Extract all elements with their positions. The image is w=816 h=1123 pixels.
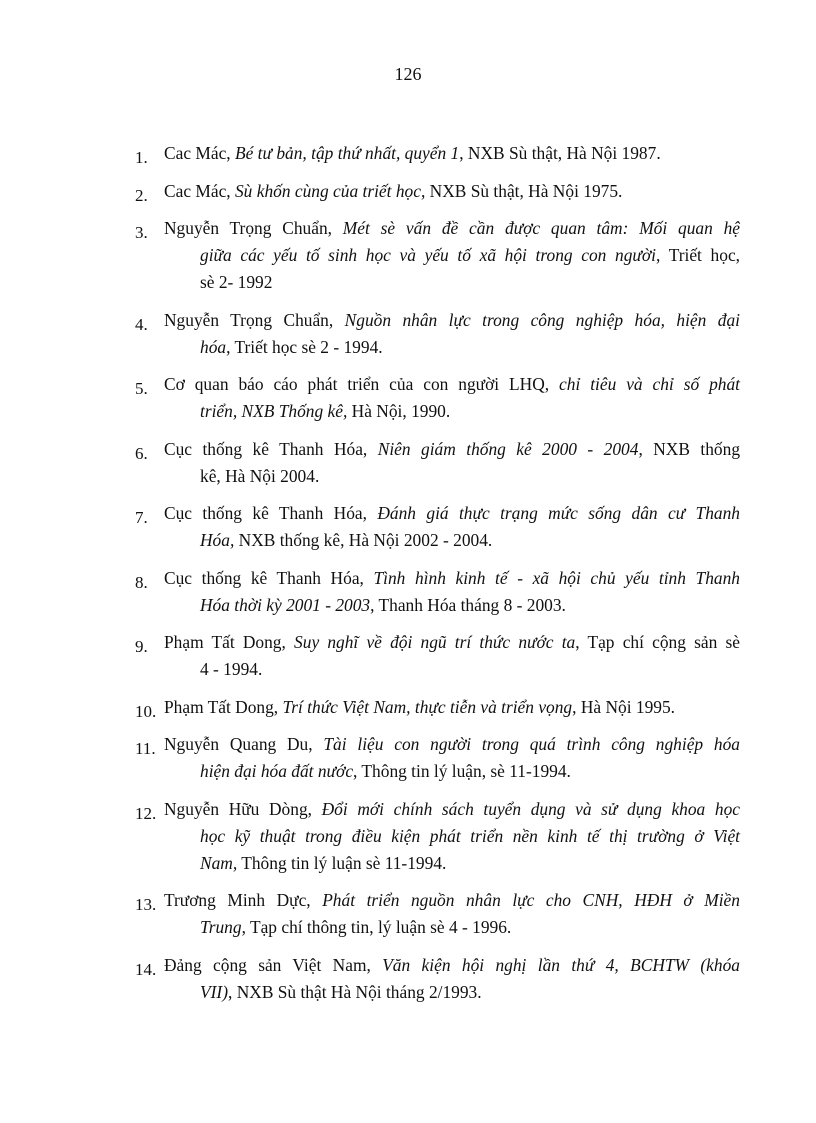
reference-line bbox=[200, 463, 740, 490]
reference-title-segment: chỉ tiêu và chỉ số phát bbox=[559, 374, 740, 394]
reference-line bbox=[164, 694, 740, 721]
reference-segment: Nguyễn Trọng Chuẩn, bbox=[164, 218, 343, 238]
reference-line bbox=[164, 629, 740, 656]
reference-line bbox=[200, 823, 740, 850]
reference-title-segment: Trung bbox=[200, 917, 242, 937]
reference-title-segment: giữa các yếu tố sinh học và yếu tố xã hội trong con người bbox=[200, 245, 657, 265]
reference-line bbox=[200, 527, 740, 554]
reference-number: 9. bbox=[135, 637, 148, 656]
reference-segment: Trương Minh Dực, bbox=[164, 890, 323, 910]
reference-segment: , Thông tin lý luận, sè 11-1994. bbox=[353, 761, 571, 781]
reference-item bbox=[132, 371, 740, 425]
reference-segment: Cục thống kê Thanh Hóa, bbox=[164, 503, 378, 523]
reference-segment: , NXB Sù thật Hà Nội tháng 2/1993. bbox=[228, 981, 482, 1002]
reference-segment: , Thanh Hóa tháng 8 - 2003. bbox=[370, 594, 566, 615]
reference-line bbox=[164, 731, 740, 758]
reference-title-segment: Nguồn nhân lực trong công nghiệp hóa, hiện đại bbox=[344, 309, 740, 330]
reference-line bbox=[164, 500, 740, 527]
reference-segment: sè 2- 1992 bbox=[200, 272, 273, 292]
reference-title-segment: Nam, bbox=[200, 852, 238, 873]
reference-line bbox=[164, 436, 740, 463]
reference-list bbox=[132, 140, 740, 1016]
reference-segment: Nguyễn Hữu Dòng, bbox=[164, 798, 322, 819]
reference-segment: , NXB Sù thật, Hà Nội 1987. bbox=[459, 143, 661, 163]
reference-number: 2. bbox=[135, 185, 148, 205]
reference-line bbox=[200, 242, 740, 269]
reference-title-segment: triển, NXB Thống kê, bbox=[200, 401, 348, 421]
reference-text bbox=[164, 178, 740, 205]
reference-line bbox=[200, 850, 740, 877]
reference-item bbox=[132, 887, 740, 941]
reference-number: 5. bbox=[135, 379, 148, 398]
reference-text bbox=[164, 694, 740, 721]
reference-title-segment: Đổi mới chính sách tuyển dụng và sử dụng khoa học bbox=[321, 798, 740, 819]
reference-number: 1. bbox=[135, 148, 148, 167]
reference-text bbox=[164, 952, 740, 1006]
reference-title-segment: Phát triển nguồn nhân lực cho CNH, HĐH ở Miền bbox=[322, 890, 740, 910]
reference-line bbox=[164, 796, 740, 823]
reference-segment: , Triết học sè 2 - 1994. bbox=[226, 336, 383, 357]
reference-line bbox=[164, 140, 740, 167]
reference-title-segment: Đánh giá thực trạng mức sống dân cư Thanh bbox=[377, 503, 740, 523]
reference-text bbox=[164, 215, 740, 296]
reference-number: 4. bbox=[135, 314, 148, 334]
reference-text bbox=[164, 629, 740, 683]
reference-text bbox=[164, 500, 740, 554]
reference-segment: Cục thống kê Thanh Hóa, bbox=[164, 438, 378, 459]
reference-segment: Thông tin lý luận sè 11-1994. bbox=[237, 852, 447, 873]
reference-text bbox=[164, 796, 740, 877]
reference-line bbox=[164, 952, 740, 979]
reference-segment: Cac Mác, bbox=[164, 180, 235, 201]
reference-line bbox=[164, 565, 740, 592]
reference-line bbox=[200, 914, 740, 941]
reference-number: 13. bbox=[135, 895, 157, 914]
reference-title-segment: Hóa, bbox=[200, 530, 235, 550]
reference-number: 11. bbox=[135, 739, 156, 758]
reference-text bbox=[164, 436, 740, 490]
reference-text bbox=[164, 731, 740, 785]
reference-segment: Cơ quan báo cáo phát triển của con người LHQ, bbox=[164, 374, 560, 394]
reference-title-segment: hóa bbox=[200, 336, 227, 357]
reference-line bbox=[164, 371, 740, 398]
reference-number: 8. bbox=[135, 572, 148, 592]
reference-segment: kê, Hà Nội 2004. bbox=[200, 465, 320, 486]
reference-number: 3. bbox=[135, 223, 148, 242]
reference-segment: , NXB Sù thật, Hà Nội 1975. bbox=[420, 180, 623, 201]
reference-line bbox=[200, 592, 740, 619]
reference-line bbox=[164, 215, 740, 242]
reference-segment: , Triết học, bbox=[656, 245, 741, 265]
reference-line bbox=[200, 758, 740, 785]
reference-title-segment: Hóa thời kỳ 2001 - 2003 bbox=[200, 594, 371, 615]
reference-item bbox=[132, 178, 740, 205]
reference-segment: Nguyễn Quang Du, bbox=[164, 734, 324, 754]
reference-title-segment: học kỹ thuật trong điều kiện phát triển nền kinh tế thị trường ở Việt bbox=[200, 825, 740, 846]
reference-title-segment: Trí thức Việt Nam, thực tiễn và triển vọng bbox=[282, 696, 573, 717]
reference-item bbox=[132, 215, 740, 296]
reference-line bbox=[200, 398, 740, 425]
reference-item bbox=[132, 731, 740, 785]
reference-segment: Cac Mác, bbox=[164, 143, 235, 163]
reference-item bbox=[132, 629, 740, 683]
reference-segment: 4 - 1994. bbox=[200, 659, 263, 679]
reference-item bbox=[132, 140, 740, 167]
reference-segment: , NXB thống bbox=[638, 438, 741, 459]
reference-segment: , Tạp chí cộng sản sè bbox=[575, 632, 740, 652]
reference-item bbox=[132, 796, 740, 877]
reference-text bbox=[164, 371, 740, 425]
reference-line bbox=[164, 307, 740, 334]
reference-text bbox=[164, 307, 740, 361]
reference-number: 6. bbox=[135, 443, 148, 463]
reference-number: 12. bbox=[135, 803, 157, 823]
reference-number: 14. bbox=[135, 959, 157, 979]
reference-text bbox=[164, 140, 740, 167]
reference-segment: Phạm Tất Dong, bbox=[164, 632, 295, 652]
reference-segment: Đảng cộng sản Việt Nam, bbox=[164, 954, 383, 975]
reference-item bbox=[132, 436, 740, 490]
reference-text bbox=[164, 887, 740, 941]
reference-title-segment: Văn kiện hội nghị lần thứ 4, BCHTW (khóa bbox=[382, 954, 740, 975]
reference-line bbox=[200, 334, 740, 361]
reference-item bbox=[132, 694, 740, 721]
reference-item bbox=[132, 500, 740, 554]
reference-segment: Phạm Tất Dong, bbox=[164, 696, 283, 717]
reference-number: 10. bbox=[135, 701, 157, 721]
reference-line bbox=[200, 269, 740, 296]
reference-title-segment: Niên giám thống kê 2000 - 2004 bbox=[377, 438, 639, 459]
reference-line bbox=[200, 656, 740, 683]
reference-segment: , Hà Nội 1995. bbox=[572, 696, 676, 717]
reference-line bbox=[200, 979, 740, 1006]
page-number: 126 bbox=[394, 64, 422, 84]
reference-line bbox=[164, 178, 740, 205]
reference-item bbox=[132, 952, 740, 1006]
reference-title-segment: Tình hình kinh tế - xã hội chủ yếu tỉnh Thanh bbox=[373, 567, 740, 588]
reference-text bbox=[164, 565, 740, 619]
reference-title-segment: hiện đại hóa đất nước bbox=[200, 761, 354, 781]
reference-line bbox=[164, 887, 740, 914]
reference-segment: Cục thống kê Thanh Hóa, bbox=[164, 567, 374, 588]
reference-segment: NXB thống kê, Hà Nội 2002 - 2004. bbox=[234, 530, 493, 550]
reference-item bbox=[132, 307, 740, 361]
reference-title-segment: Suy nghĩ về đội ngũ trí thức nước ta bbox=[294, 632, 576, 652]
reference-title-segment: Sù khốn cùng của triết học bbox=[234, 180, 421, 201]
reference-title-segment: Bé tư bản, tập thứ nhất, quyển 1 bbox=[234, 143, 460, 163]
reference-title-segment: Tài liệu con người trong quá trình công nghiệp hóa bbox=[323, 734, 740, 754]
reference-number: 7. bbox=[135, 508, 148, 527]
reference-segment: Hà Nội, 1990. bbox=[347, 401, 451, 421]
reference-segment: , Tạp chí thông tin, lý luận sè 4 - 1996. bbox=[241, 917, 512, 937]
reference-segment: Nguyễn Trọng Chuẩn, bbox=[164, 309, 345, 330]
reference-item bbox=[132, 565, 740, 619]
reference-title-segment: Mét sè vấn đề cần được quan tâm: Mối quan hệ bbox=[342, 218, 740, 238]
reference-title-segment: VII) bbox=[200, 981, 228, 1002]
